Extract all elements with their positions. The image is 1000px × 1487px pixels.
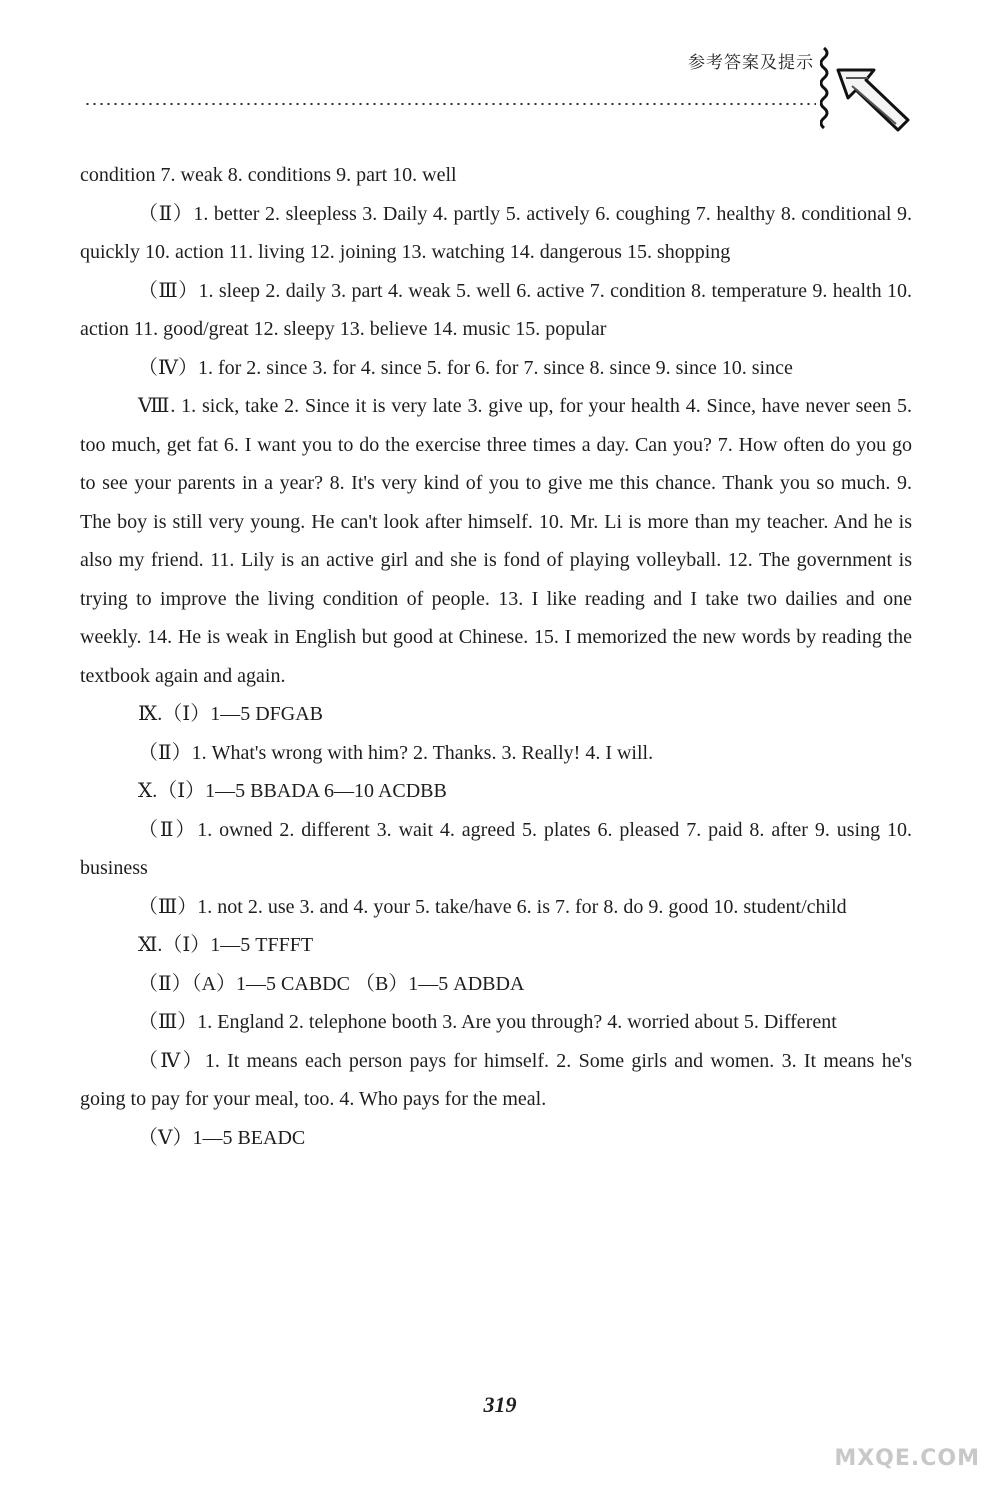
answer-paragraph: （Ⅱ）1. owned 2. different 3. wait 4. agreed 5. plates 6. pleased 7. paid 8. after 9. using 10. business (80, 818, 912, 879)
answer-paragraph: （Ⅱ）1. What's wrong with him? 2. Thanks. 3. Really! 4. I will. (138, 741, 654, 764)
page-header-title: 参考答案及提示 (688, 53, 814, 73)
answer-paragraph: （Ⅴ）1—5 BEADC (138, 1126, 306, 1149)
answer-content (80, 156, 912, 1157)
page-number: 319 (483, 1392, 517, 1417)
answer-paragraph: （Ⅳ）1. It means each person pays for himself. 2. Some girls and women. 3. It means he's going to pay for your meal, too. 4. Who pays for the meal. (80, 1049, 912, 1110)
answer-paragraph: Ⅺ.（Ⅰ）1—5 TFFFT (138, 934, 314, 956)
answer-paragraph: （Ⅲ）1. England 2. telephone booth 3. Are you through? 4. worried about 5. Different (138, 1011, 837, 1033)
arrow-decoration-icon (820, 40, 920, 140)
answer-paragraph: （Ⅱ）1. better 2. sleepless 3. Daily 4. partly 5. actively 6. coughing 7. healthy 8. conditional 9. quickly 10. action 11. living 12. joining 13. watching 14. dangerous 15. shopping (80, 202, 912, 263)
answer-paragraph: Ⅸ.（Ⅰ）1—5 DFGAB (138, 703, 323, 725)
answer-paragraph: （Ⅳ）1. for 2. since 3. for 4. since 5. for 6. for 7. since 8. since 9. since 10. since (138, 356, 793, 379)
answer-paragraph: （Ⅱ）（A）1—5 CABDC （B）1—5 ADBDA (138, 972, 525, 995)
header-dotted-rule (84, 103, 816, 105)
answer-paragraph: （Ⅲ）1. not 2. use 3. and 4. your 5. take/have 6. is 7. for 8. do 9. good 10. student/child (138, 895, 847, 918)
answer-line-cont: condition 7. weak 8. conditions 9. part 10. well (80, 164, 457, 186)
answer-paragraph: Ⅷ. 1. sick, take 2. Since it is very late 3. give up, for your health 4. Since, have never seen 5. too much, get fat 6. I want you to do the exercise three times a day. Can you? 7. How often do you go to see your parents in a year? 8. It's very kind of you to give me this chance. Thank you so much. 9. The boy is still very young. He can't look after himself. 10. Mr. Li is more than my teacher. And he is also my friend. 11. Lily is an active girl and she is fond of playing volleyball. 12. The government is trying to improve the living condition of people. 13. I like reading and I take two dailies and one weekly. 14. He is weak in English but good at Chinese. 15. I memorized the new words by reading the textbook again and again. (80, 395, 912, 687)
answer-paragraph: Ⅹ.（Ⅰ）1—5 BBADA 6—10 ACDBB (138, 780, 447, 802)
watermark: MXQE.COM (834, 1446, 980, 1471)
answer-paragraph: （Ⅲ）1. sleep 2. daily 3. part 4. weak 5. well 6. active 7. condition 8. temperature 9. health 10. action 11. good/great 12. sleepy 13. believe 14. music 15. popular (80, 279, 912, 340)
